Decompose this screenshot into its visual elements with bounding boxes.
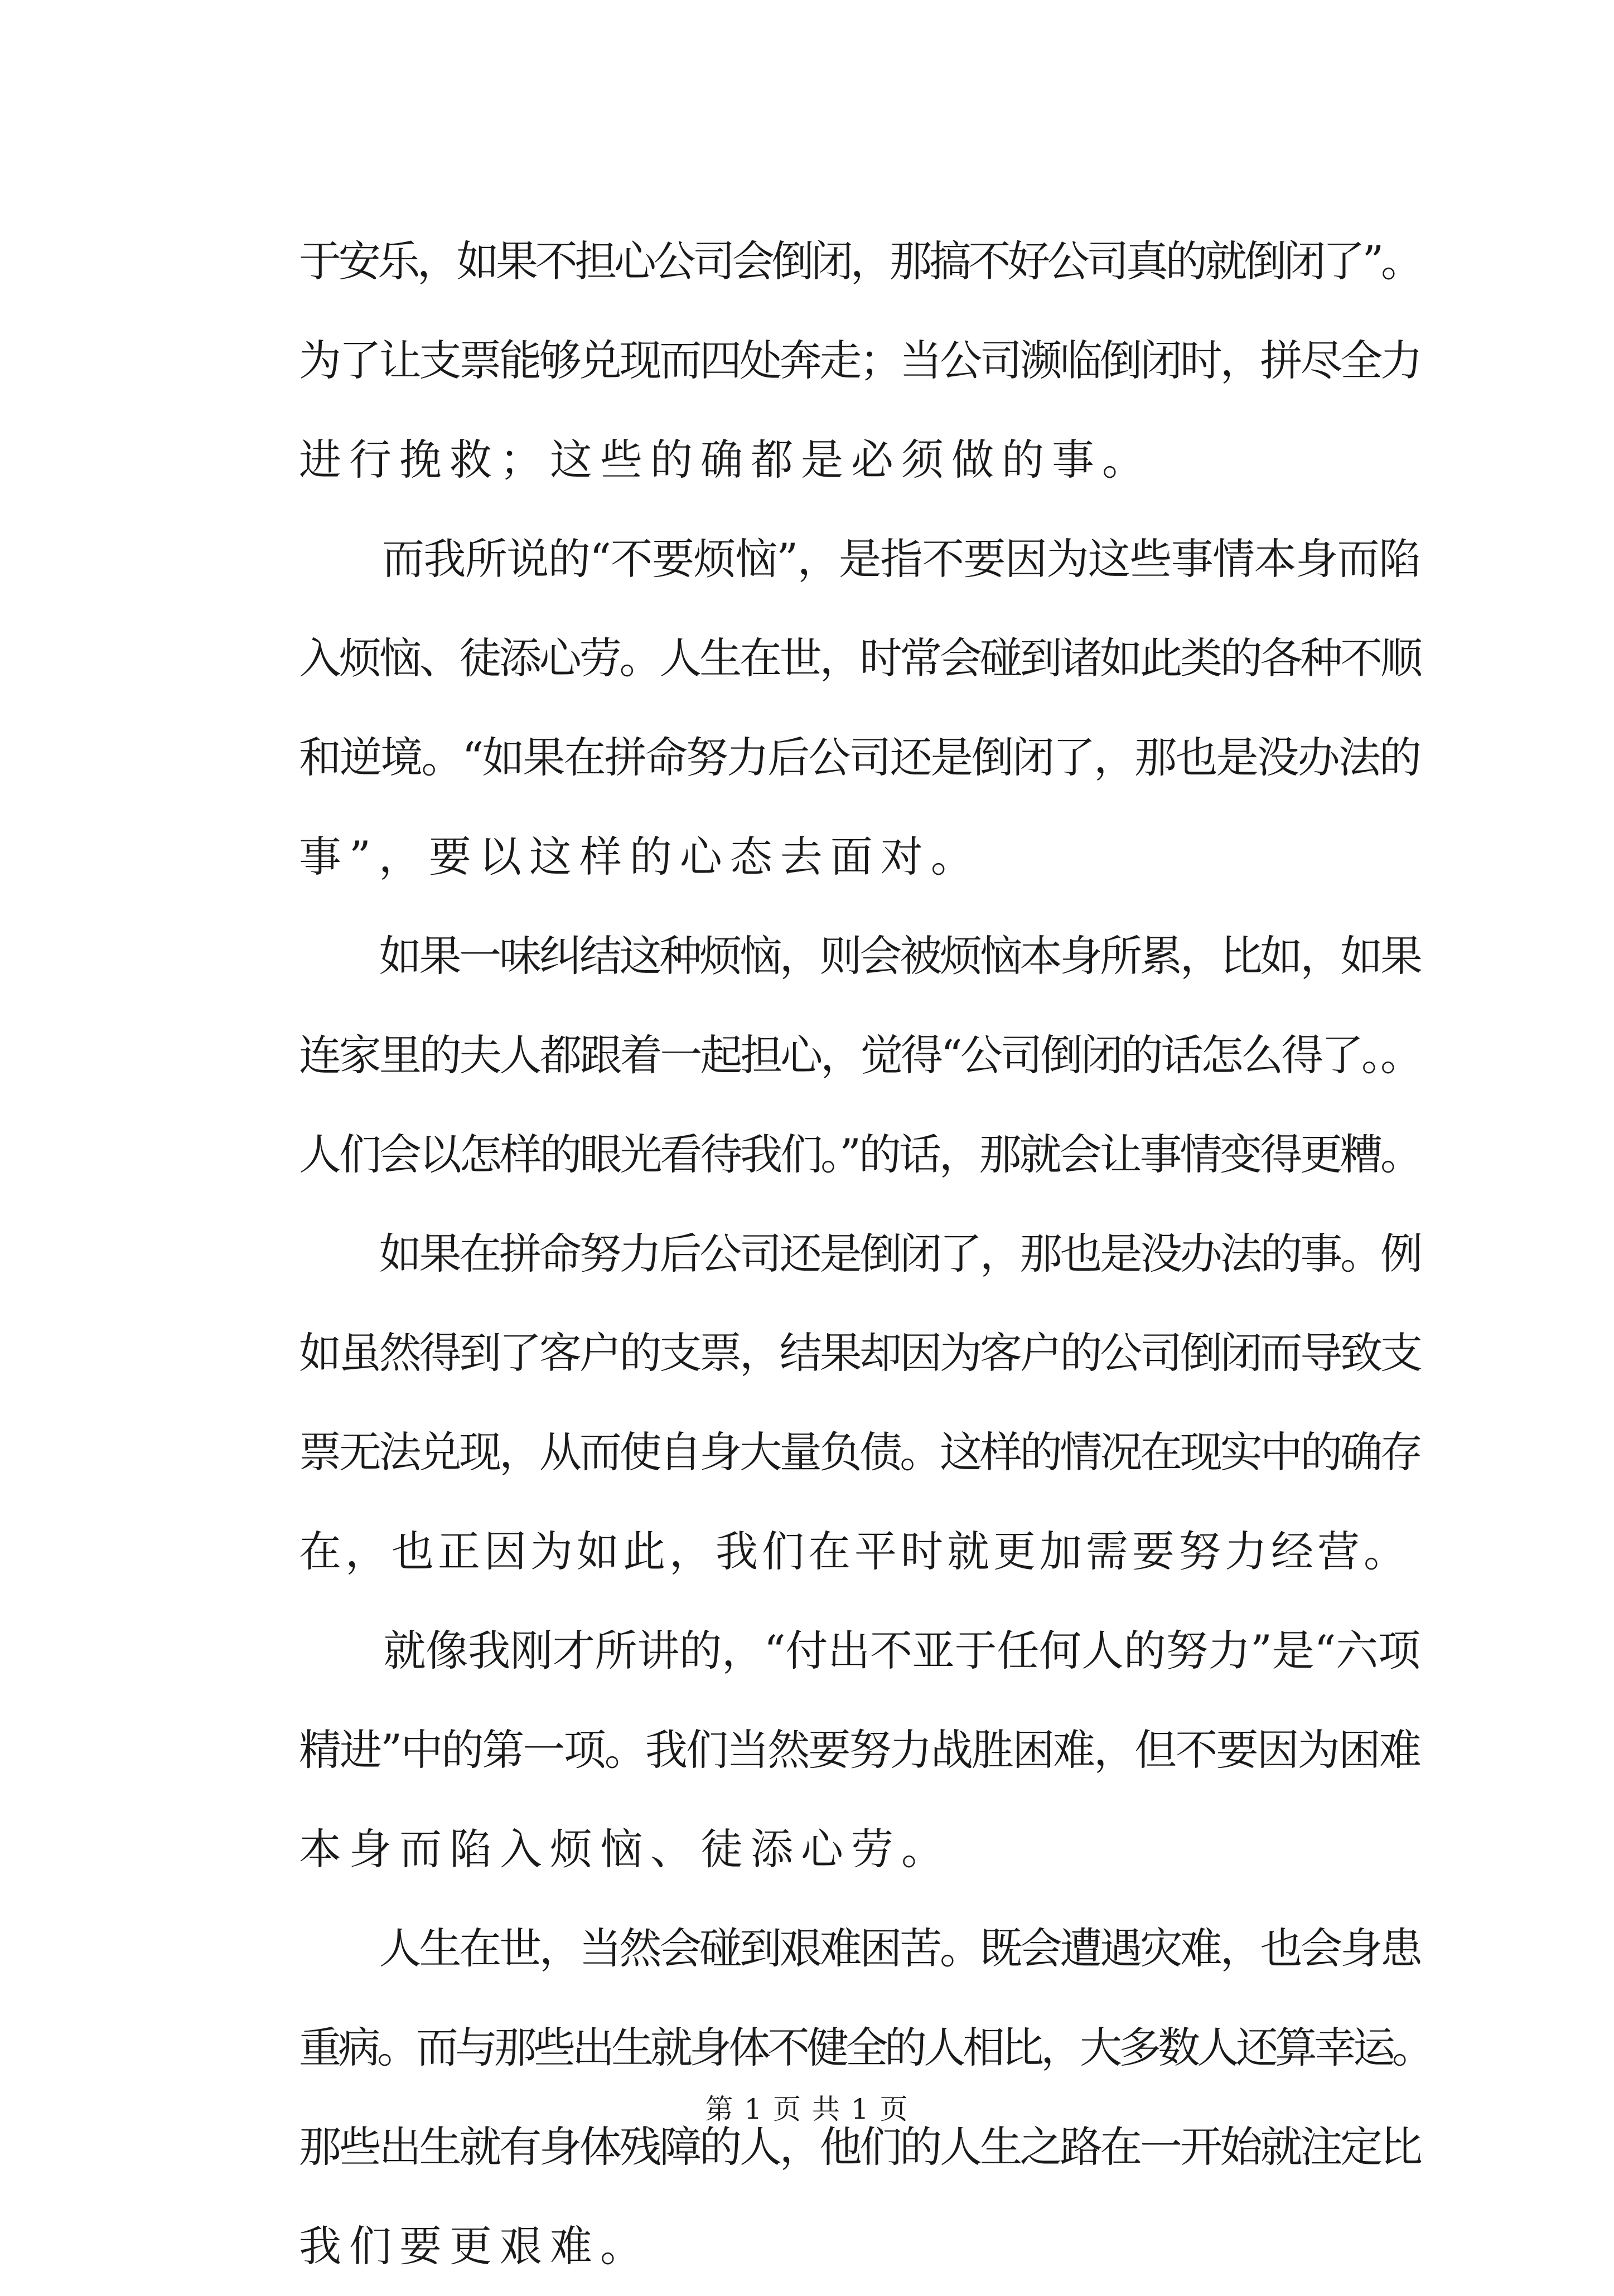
- text-line-14: 在，也正因为如此，我们在平时就更加需要努力经营。: [299, 1527, 1410, 1576]
- text-line-9: 连家里的夫人都跟着一起担心，觉得“公司倒闭的话怎么得了。。: [299, 1030, 1420, 1080]
- text-line-17: 本身而陷入烦恼、徒添心劳。: [299, 1824, 951, 1874]
- text-line-18: 人生在世，当然会碰到艰难困苦。既会遭遇灾难，也会身患: [299, 1924, 1420, 1973]
- text-line-19: 重病。而与那些出生就身体不健全的人相比，大多数人还算幸运。: [299, 2023, 1431, 2072]
- text-line-3: 进行挽救；这些的确都是必须做的事。: [299, 435, 1152, 485]
- text-line-15: 就像我刚才所讲的，“付出不亚于任何人的努力”是“六项: [299, 1626, 1420, 1675]
- text-line-10: 人们会以怎样的眼光看待我们。”的话，那就会让事情变得更糟。: [299, 1130, 1420, 1179]
- text-line-13: 票无法兑现，从而使自身大量负债。这样的情况在现实中的确存: [299, 1427, 1420, 1477]
- text-line-7: 事”，要以这样的心态去面对。: [299, 832, 981, 881]
- text-line-12: 如虽然得到了客户的支票，结果却因为客户的公司倒闭而导致支: [299, 1328, 1420, 1378]
- text-line-4: 而我所说的“不要烦恼”，是指不要因为这些事情本身而陷: [299, 534, 1420, 584]
- text-line-5: 入烦恼、徒添心劳。人生在世，时常会碰到诸如此类的各种不顺: [299, 633, 1420, 683]
- text-line-2: 为了让支票能够兑现而四处奔走；当公司濒临倒闭时，拼尽全力: [299, 336, 1420, 385]
- text-line-11: 如果在拼命努力后公司还是倒闭了，那也是没办法的事。例: [299, 1229, 1420, 1278]
- text-line-21: 我们要更艰难。: [299, 2221, 650, 2271]
- document-body: [299, 212, 1431, 2296]
- text-line-6: 和逆境。“如果在拼命努力后公司还是倒闭了，那也是没办法的: [299, 733, 1420, 782]
- text-line-1: 于安乐，如果不担心公司会倒闭，那搞不好公司真的就倒闭了”。: [299, 236, 1420, 286]
- text-line-20: 那些出生就有身体残障的人，他们的人生之路在一开始就注定比: [299, 2122, 1420, 2172]
- text-line-16: 精进”中的第一项。我们当然要努力战胜困难，但不要因为困难: [299, 1725, 1420, 1775]
- text-line-8: 如果一味纠结这种烦恼，则会被烦恼本身所累，比如，如果: [299, 931, 1420, 981]
- page-number-footer: 第 1 页 共 1 页: [705, 2093, 909, 2125]
